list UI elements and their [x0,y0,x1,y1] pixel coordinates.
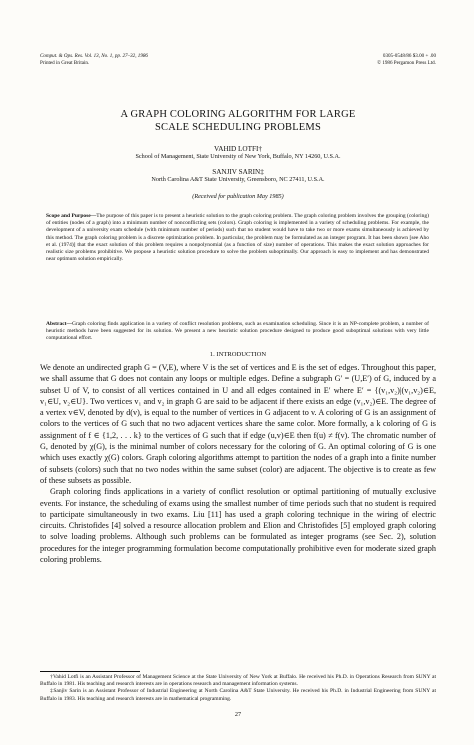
copyright-block [377,53,436,66]
author-affiliation-2: North Carolina A&T State University, Greensboro, NC 27411, U.S.A. [151,176,325,184]
journal-citation [40,53,148,66]
intro-body [40,362,436,565]
title-line-2: SCALE SCHEDULING PROBLEMS [154,122,322,133]
abstract-text: Graph coloring finds application in a variety of conflict resolution problems, such as examination scheduling. Since it is an NP-complete problem, a number of heuristic methods have been suggested for its solution. We present a new heuristic solution procedure designed to produce good suboptimal solutions with very little computational effort. [46,321,429,342]
scope-label: Scope and Purpose— [46,213,97,219]
abstract-label: Abstract— [46,321,72,327]
paper-title [40,108,436,134]
abstract [46,321,429,343]
intro-paragraph-1: We denote an undirected graph G = (V,E), where V is the set of vertices and E is the set of edges. Throughout this paper, we shall assume that G does not contain any loops or multiple edges. Define a subgraph G′ = (U,E′) of G, induced by a subset U of V, to consist of all vertices contained in U and all edges contained in E′ where E′ = {(v₁,v₂)|(v₁,v₂)∈E, v₁∈U, v₂∈U}. Two vertices v₁ and v₂ in graph G are said to be adjacent if there exists an edge (v₁,v₂)∈E. The degree of a vertex v∈V, denoted by d(v), is equal to the number of vertices in G adjacent to v. A coloring of G is an assignment of colors to the vertices of G such that no two adjacent vertices share the same color. More formally, a k coloring of G is assignment of f ∈ {1,2, . . . k} to the vertices of G such that if edge (u,v)∈E then f(u) ≠ f(v). The chromatic number of G, denoted by χ(G), is the minimal number of colors necessary for the coloring of G. An optimal coloring of G is one which uses exactly χ(G) colors. Graph coloring algorithms attempt to partition the nodes of a graph into a finite number of subsets (colors) such that no two nodes within the same subset (color) are adjacent. The objective is to create as few of these subsets as possible. [40,363,436,485]
journal-line-2: Printed in Great Britain. [40,59,90,66]
footnotes [40,674,436,703]
author-block-1 [40,145,436,161]
scope-text: The purpose of this paper is to present a heuristic solution to the graph coloring problem. The graph coloring problem involves the grouping (coloring) of entities (nodes of a graph) into a minimum number of nonconflicting sets (colors). Graph coloring is implemented in a variety of scheduling problems. For example, the development of a university exam schedule (with minimum number of periods) such that no student would have to take two or more exams simultaneously is achieved by this method. The graph coloring problem is a discrete optimization problem. In particular, the problem may be formulated as an integer program. It has been shown [see Aho et al. (1974)] that the exact solution of this problem requires a nonpolynomial (as a function of size) number of operations. This makes the exact solution approaches for realistic size problems prohibitive. We propose a heuristic solution procedure to solve the problem suboptimally. Our approach is easy to implement and has demonstrated near optimum solution empirically. [46,213,429,263]
intro-paragraph-2: Graph coloring finds applications in a variety of conflict resolution or optimal partitioning of mutually exclusive events. For instance, the scheduling of exams using the smallest number of time periods such that no student is required to participate simultaneously in two exams. Liu [11] has used a graph coloring technique in the wiring of electric circuits. Christofides [4] solved a resource allocation problem and Elion and Christofides [5] employed graph coloring to solve loading problems. Although such problems can be formulated as integer programs (see Sec. 2), solution procedures for the integer programming formulation become computationally prohibitive even for moderate sized graph coloring problems. [40,487,436,565]
footnote-2: ‡Sanjiv Sarin is an Assistant Professor of Industrial Engineering at North Carolina A&T State University. He received his Ph.D. in Industrial Engineering from SUNY at Buffalo in 1983. His teaching and research interests are in mathematical programming. [40,688,436,702]
author-affiliation-1: School of Management, State University of New York, Buffalo, NY 14260, U.S.A. [135,153,341,161]
section-heading: 1. INTRODUCTION [209,351,267,358]
price-line: 0305-0548/86 $3.00 + .00 [382,53,436,59]
author-name-1: VAHID LOTFI† [214,145,262,153]
author-name-2: SANJIV SARIN‡ [212,168,264,176]
copyright-line: © 1986 Pergamon Press Ltd. [377,59,436,66]
scope-and-purpose [46,213,429,263]
author-block-2 [40,168,436,184]
received-date: (Received for publication May 1985) [192,193,284,200]
footnote-divider [40,671,140,672]
journal-line-1: Comput. & Ops. Res. Vol. 13, No. 1, pp. 27–32, 1986 [40,53,148,59]
footnote-1: †Vahid Lotfi is an Assistant Professor of Management Science at the State University of New York at Buffalo. He received his Ph.D. in Operations Research from SUNY at Buffalo in 1981. His teaching and research interests are in operations research and management information systems. [40,674,436,688]
page-number: 27 [234,711,242,718]
title-line-1: A GRAPH COLORING ALGORITHM FOR LARGE [120,109,356,120]
